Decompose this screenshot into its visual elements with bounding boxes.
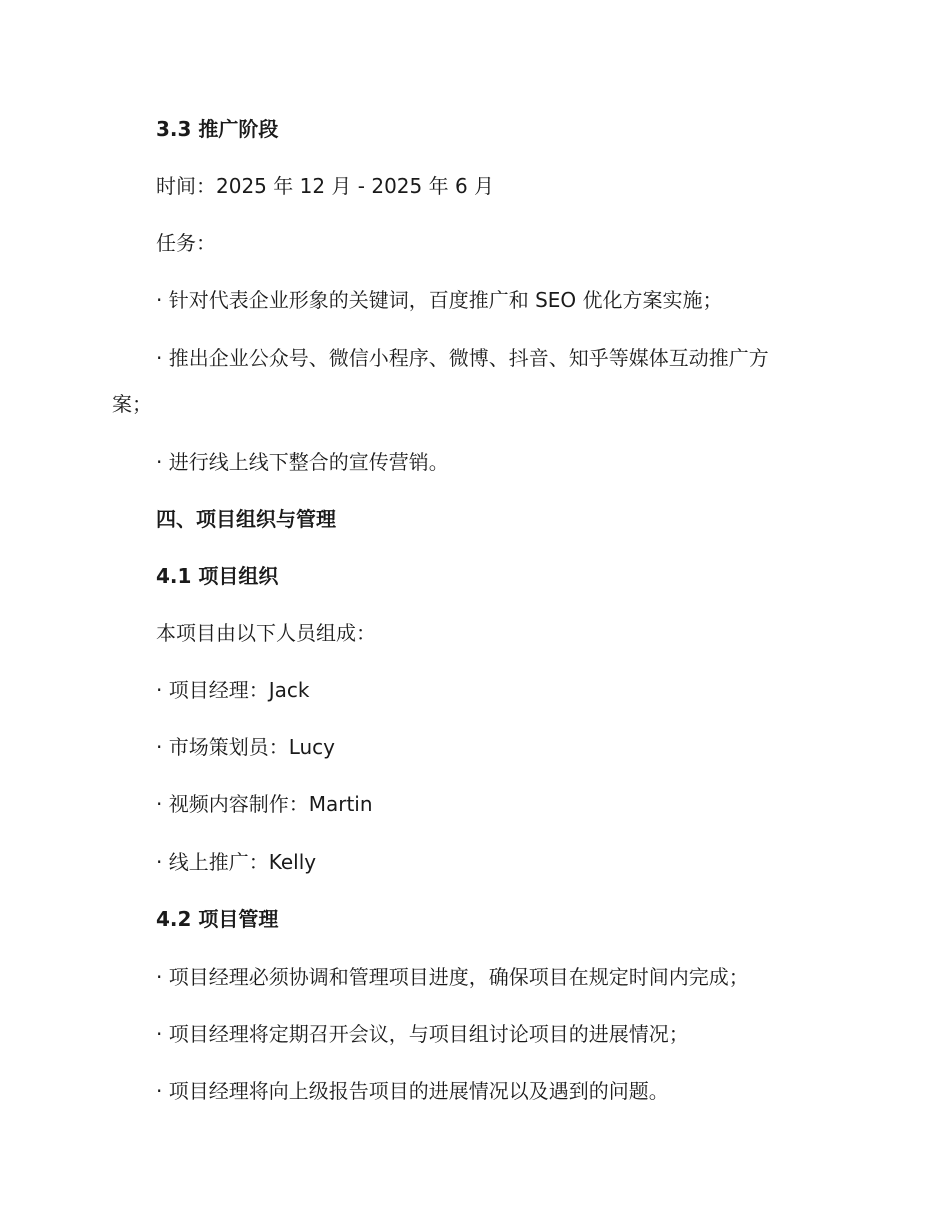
section-4-1-intro: 本项目由以下人员组成： (156, 621, 376, 645)
section-3-3-heading: 3.3 推广阶段 (156, 117, 279, 141)
member-item: · 市场策划员：Lucy (156, 735, 336, 759)
member-item: · 视频内容制作：Martin (156, 792, 373, 816)
section-3-3-time: 时间：2025 年 12 月 - 2025 年 6 月 (156, 174, 495, 198)
management-item: · 项目经理将向上级报告项目的进展情况以及遇到的问题。 (156, 1079, 669, 1103)
section-4-heading: 四、项目组织与管理 (156, 507, 336, 531)
task-item-2-continuation: 案； (112, 392, 152, 416)
task-item-3: · 进行线上线下整合的宣传营销。 (156, 450, 449, 474)
task-item-1: · 针对代表企业形象的关键词，百度推广和 SEO 优化方案实施； (156, 288, 723, 312)
section-4-1-heading: 4.1 项目组织 (156, 564, 279, 588)
member-item: · 线上推广：Kelly (156, 850, 317, 874)
section-3-3-task-label: 任务： (156, 231, 216, 255)
management-item: · 项目经理必须协调和管理项目进度，确保项目在规定时间内完成； (156, 965, 749, 989)
management-item: · 项目经理将定期召开会议，与项目组讨论项目的进展情况； (156, 1022, 689, 1046)
task-item-2: · 推出企业公众号、微信小程序、微博、抖音、知乎等媒体互动推广方 (156, 346, 769, 370)
section-4-2-heading: 4.2 项目管理 (156, 907, 279, 931)
member-item: · 项目经理：Jack (156, 678, 310, 702)
